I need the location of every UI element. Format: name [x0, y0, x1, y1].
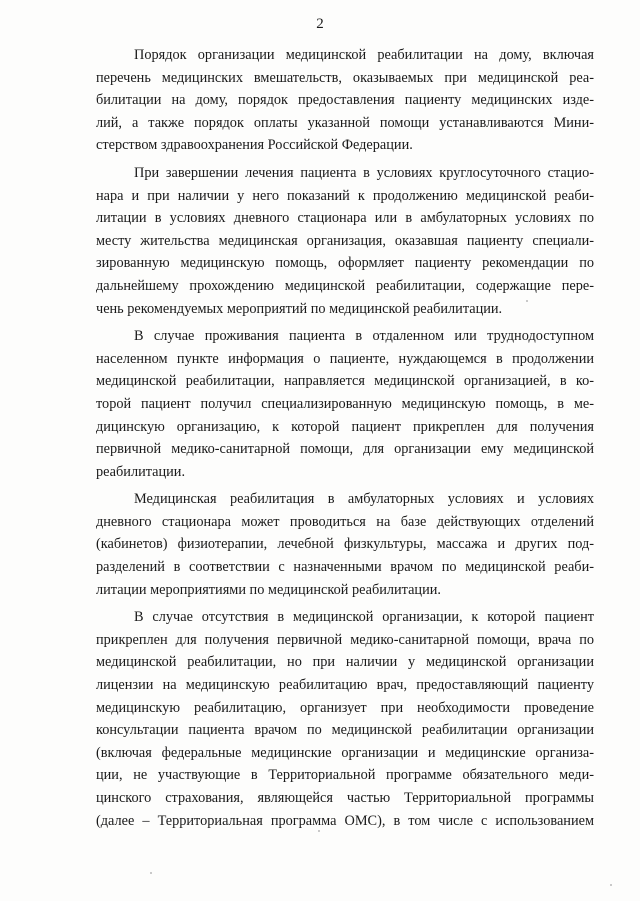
page-number: 2: [316, 16, 324, 32]
text-line: чень рекомендуемых мероприятий по медицинской реабилитации.: [96, 300, 503, 317]
text-line: литации мероприятиями по медицинской реабилитации.: [96, 581, 441, 598]
text-line: лий, а также порядок оплаты указанной помощи устанавливаются Мини-: [96, 114, 594, 131]
text-line: медицинской реабилитации, но при наличии у медицинской организации: [96, 654, 594, 671]
text-line: зированную медицинскую помощь, оформляет пациенту рекомендации по: [96, 255, 594, 272]
scan-speck: [610, 884, 612, 886]
text-line: населенном пункте информация о пациенте, нуждающемся в продолжении: [96, 350, 594, 367]
text-line: Порядок организации медицинской реабилитации на дому, включая: [134, 47, 594, 63]
text-line: первичной медико-санитарной помощи, для организации ему медицинской: [96, 441, 594, 458]
text-line: реабилитации.: [96, 463, 186, 480]
text-line: литации в условиях дневного стационара или в амбулаторных условиях по: [96, 210, 594, 227]
text-line: В случае отсутствия в медицинской организации, к которой пациент: [134, 609, 594, 626]
text-line: разделений в соответствии с назначенными врачом по медицинской реаби-: [96, 559, 594, 576]
paragraph-5: [96, 606, 594, 832]
text-line: билитации на дому, порядок предоставления пациенту медицинских изде-: [96, 92, 594, 109]
text-line: ции, не участвующие в Территориальной программе обязательного меди-: [96, 767, 594, 784]
text-line: цинского страхования, являющейся частью Территориальной программы: [96, 790, 594, 806]
paragraph-1: [96, 44, 594, 157]
text-line: лицензии на медицинскую реабилитацию врач, предоставляющий пациенту: [96, 677, 594, 694]
paragraph-4: [96, 488, 594, 601]
text-line: При завершении лечения пациента в условиях круглосуточного стацио-: [134, 164, 594, 181]
text-line: стерством здравоохранения Российской Федерации.: [96, 137, 413, 154]
text-line: нара и при наличии у него показаний к продолжению медицинской реаби-: [96, 187, 594, 204]
body-text: [96, 44, 594, 837]
text-line: торой пациент получил специализированную медицинскую помощь, в ме-: [96, 395, 594, 412]
paragraph-3: [96, 325, 594, 483]
scan-speck: [526, 300, 528, 302]
text-line: дицинскую организацию, к которой пациент прикреплен для получения: [96, 418, 594, 435]
text-line: прикреплен для получения первичной медико-санитарной помощи, врача по: [96, 631, 594, 648]
text-line: медицинской реабилитации, направляется медицинской организацией, в ко-: [96, 373, 594, 390]
text-line: Медицинская реабилитация в амбулаторных условиях и условиях: [134, 491, 594, 508]
text-line: (далее – Территориальная программа ОМС), в том числе с использованием: [96, 812, 594, 829]
scan-speck: [318, 830, 320, 832]
text-line: медицинскую реабилитацию, организует при необходимости проведение: [96, 699, 594, 716]
text-line: дневного стационара может проводиться на базе действующих отделений: [96, 513, 594, 530]
scan-speck: [150, 872, 152, 874]
paragraph-2: [96, 162, 594, 320]
text-line: месту жительства медицинская организация, оказавшая пациенту специали-: [96, 232, 594, 249]
text-line: перечень медицинских вмешательств, оказываемых при медицинской реа-: [96, 69, 594, 86]
text-line: В случае проживания пациента в отдаленном или труднодоступном: [134, 328, 594, 345]
text-line: (кабинетов) физиотерапии, лечебной физкультуры, массажа и других под-: [96, 536, 594, 553]
text-line: дальнейшему прохождению медицинской реабилитации, содержащие пере-: [96, 277, 594, 294]
text-line: консультации пациента врачом по медицинской реабилитации организации: [96, 722, 594, 739]
text-line: (включая федеральные медицинские организации и медицинские организа-: [96, 744, 594, 761]
